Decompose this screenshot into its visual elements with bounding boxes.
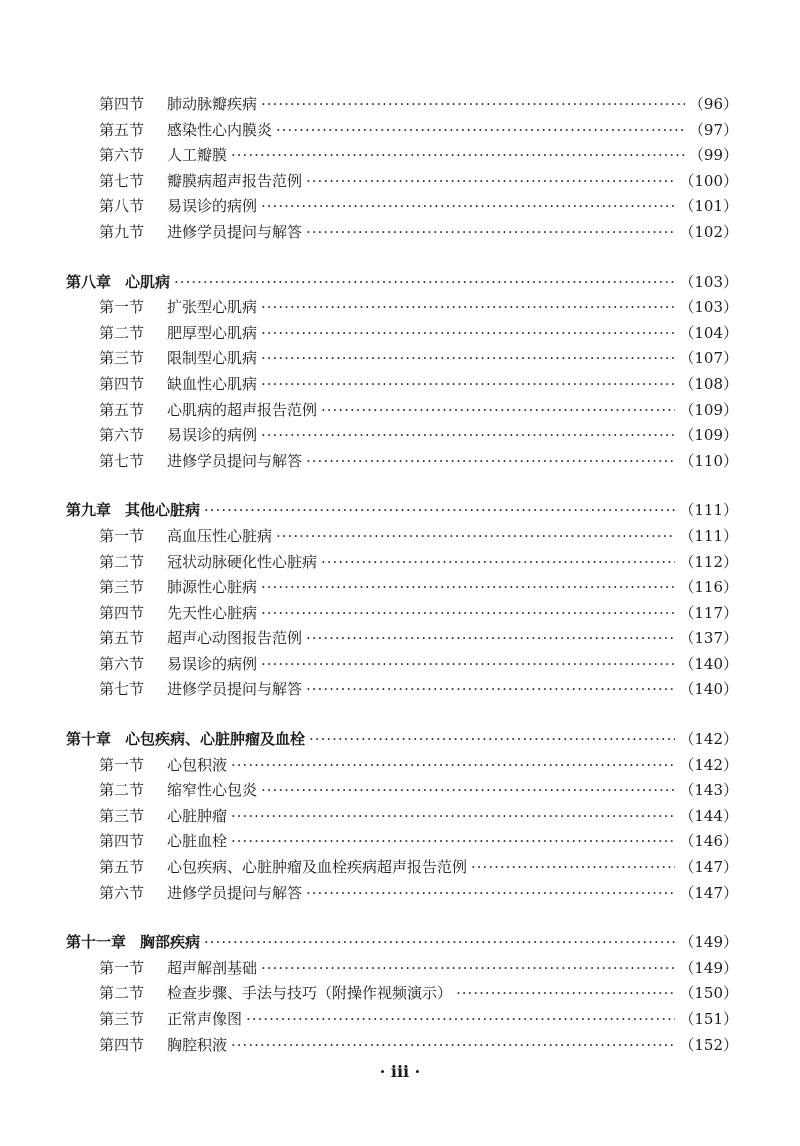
- dot-leader: [261, 92, 685, 118]
- toc-section: [66, 601, 738, 627]
- toc-entry-label: [99, 398, 317, 424]
- toc-section: [66, 372, 738, 398]
- dot-leader: [306, 626, 675, 652]
- dot-leader: [231, 1033, 675, 1059]
- toc-entry-label: [99, 346, 257, 372]
- chapter-number: 第十一章: [66, 933, 127, 952]
- toc-entry-label: [99, 1033, 227, 1059]
- dot-leader: [174, 270, 675, 296]
- section-title: 高血压性心脏病: [167, 526, 273, 545]
- section-title: 瓣膜病超声报告范例: [167, 171, 303, 190]
- toc-entry-label: [99, 829, 227, 855]
- toc-section: [66, 652, 738, 678]
- page-reference: （111）: [679, 526, 738, 545]
- section-title: 易误诊的病例: [167, 197, 258, 216]
- toc-entry-label: [99, 881, 302, 907]
- table-of-contents: [66, 92, 738, 1058]
- section-number: 第四节: [99, 1035, 145, 1054]
- section-number: 第二节: [99, 781, 145, 800]
- dot-leader: [261, 321, 675, 347]
- toc-section: [66, 981, 738, 1007]
- section-number: 第六节: [99, 146, 145, 165]
- toc-entry-label: [66, 930, 200, 956]
- dot-leader: [261, 575, 675, 601]
- section-number: 第四节: [99, 374, 145, 393]
- section-number: 第七节: [99, 171, 145, 190]
- toc-entry-label: [99, 855, 467, 881]
- toc-section: [66, 804, 738, 830]
- toc-section: [66, 118, 738, 144]
- toc-section: [66, 194, 738, 220]
- page-reference: （140）: [679, 654, 738, 673]
- toc-section: [66, 626, 738, 652]
- toc-entry-label: [99, 372, 257, 398]
- page-reference: （151）: [679, 1010, 738, 1028]
- toc-entry-label: [99, 778, 257, 804]
- section-number: 第六节: [99, 883, 145, 902]
- toc-section: [66, 423, 738, 449]
- section-title: 进修学员提问与解答: [167, 680, 303, 699]
- section-title: 肺源性心脏病: [167, 578, 258, 597]
- dot-leader: [261, 956, 675, 982]
- section-number: 第二节: [99, 552, 145, 571]
- toc-entry-label: [99, 524, 272, 550]
- dot-leader: [231, 753, 675, 779]
- section-number: 第一节: [99, 958, 145, 977]
- page-number: · iii ·: [379, 1062, 421, 1081]
- toc-entry-label: [99, 626, 302, 652]
- toc-section: [66, 855, 738, 881]
- section-number: 第九节: [99, 222, 145, 241]
- section-title: 胸腔积液: [167, 1035, 228, 1054]
- dot-leader: [456, 981, 675, 1007]
- toc-section: [66, 1033, 738, 1059]
- dot-leader: [276, 118, 685, 144]
- section-title: 限制型心肌病: [167, 349, 258, 368]
- toc-entry-label: [99, 194, 257, 220]
- page-reference: （143）: [679, 781, 738, 800]
- dot-leader: [231, 804, 675, 830]
- page-reference: （146）: [679, 832, 738, 851]
- page-reference: （149）: [679, 933, 738, 952]
- toc-section: [66, 346, 738, 372]
- toc-entry-label: [99, 956, 257, 982]
- toc-section: [66, 956, 738, 982]
- toc-entry-label: [99, 575, 257, 601]
- toc-section: [66, 449, 738, 475]
- dot-leader: [261, 194, 675, 220]
- page-reference: （104）: [679, 323, 738, 342]
- dot-leader: [261, 601, 675, 627]
- toc-entry-label: [99, 423, 257, 449]
- toc-section: [66, 169, 738, 195]
- section-number: 第七节: [99, 451, 145, 470]
- dot-leader: [306, 220, 675, 246]
- chapter-title: 心肌病: [125, 272, 171, 291]
- dot-leader: [204, 930, 675, 956]
- toc-entry-label: [66, 270, 170, 296]
- section-title: 缺血性心肌病: [167, 374, 258, 393]
- page-reference: （147）: [679, 883, 738, 902]
- toc-section: [66, 1007, 738, 1033]
- chapter-title: 其他心脏病: [125, 501, 201, 520]
- toc-entry-label: [99, 550, 317, 576]
- page-reference: （150）: [679, 984, 738, 1003]
- toc-entry-label: [99, 92, 257, 118]
- page-reference: （101）: [679, 197, 738, 216]
- section-title: 心包疾病、心脏肿瘤及血栓疾病超声报告范例: [167, 858, 468, 877]
- toc-entry-label: [99, 449, 302, 475]
- page-reference: （116）: [679, 578, 738, 597]
- toc-chapter: [66, 930, 738, 956]
- dot-leader: [261, 295, 675, 321]
- section-title: 心包积液: [167, 755, 228, 774]
- section-number: 第四节: [99, 832, 145, 851]
- dot-leader: [309, 727, 675, 753]
- page-reference: （109）: [679, 426, 738, 445]
- page-reference: （108）: [679, 374, 738, 393]
- chapter-number: 第八章: [66, 272, 112, 291]
- section-number: 第三节: [99, 578, 145, 597]
- section-title: 正常声像图: [167, 1010, 243, 1028]
- section-title: 感染性心内膜炎: [167, 120, 273, 139]
- dot-leader: [321, 550, 675, 576]
- section-number: 第三节: [99, 349, 145, 368]
- dot-leader: [261, 346, 675, 372]
- section-title: 易误诊的病例: [167, 426, 258, 445]
- toc-section: [66, 143, 738, 169]
- page-reference: （142）: [679, 730, 738, 749]
- chapter-title: 心包疾病、心脏肿瘤及血栓: [125, 730, 306, 749]
- toc-entry-label: [99, 143, 227, 169]
- toc-entry-label: [66, 498, 200, 524]
- section-title: 进修学员提问与解答: [167, 451, 303, 470]
- section-number: 第六节: [99, 426, 145, 445]
- section-title: 冠状动脉硬化性心脏病: [167, 552, 318, 571]
- page-reference: （112）: [679, 552, 738, 571]
- section-number: 第五节: [99, 629, 145, 648]
- section-title: 进修学员提问与解答: [167, 222, 303, 241]
- toc-section: [66, 753, 738, 779]
- page-reference: （117）: [679, 603, 738, 622]
- dot-leader: [306, 169, 675, 195]
- page-reference: （110）: [679, 451, 738, 470]
- section-title: 扩张型心肌病: [167, 298, 258, 317]
- dot-leader: [261, 423, 675, 449]
- toc-entry-label: [99, 652, 257, 678]
- dot-leader: [276, 524, 675, 550]
- chapter-number: 第九章: [66, 501, 112, 520]
- section-title: 先天性心脏病: [167, 603, 258, 622]
- section-number: 第五节: [99, 120, 145, 139]
- toc-chapter: [66, 498, 738, 524]
- dot-leader: [231, 829, 675, 855]
- section-number: 第三节: [99, 1010, 145, 1028]
- page-reference: （96）: [688, 95, 738, 113]
- section-title: 心脏肿瘤: [167, 806, 228, 825]
- dot-leader: [471, 855, 675, 881]
- section-number: 第五节: [99, 400, 145, 419]
- toc-section: [66, 524, 738, 550]
- toc-section: [66, 778, 738, 804]
- toc-entry-label: [99, 804, 227, 830]
- toc-entry-label: [99, 677, 302, 703]
- chapter-title: 胸部疾病: [140, 933, 201, 952]
- section-title: 检查步骤、手法与技巧（附操作视频演示）: [167, 984, 453, 1003]
- page-reference: （97）: [688, 120, 738, 139]
- section-number: 第一节: [99, 298, 145, 317]
- toc-section: [66, 829, 738, 855]
- section-title: 超声解剖基础: [167, 958, 258, 977]
- toc-section: [66, 575, 738, 601]
- page-reference: （103）: [679, 272, 738, 291]
- section-number: 第二节: [99, 323, 145, 342]
- toc-entry-label: [99, 169, 302, 195]
- dot-leader: [204, 498, 675, 524]
- section-number: 第八节: [99, 197, 145, 216]
- toc-entry-label: [99, 118, 272, 144]
- page-reference: （107）: [679, 349, 738, 368]
- toc-entry-label: [99, 981, 452, 1007]
- dot-leader: [321, 398, 675, 424]
- toc-entry-label: [99, 753, 227, 779]
- toc-entry-label: [99, 601, 257, 627]
- section-number: 第四节: [99, 603, 145, 622]
- section-number: 第六节: [99, 654, 145, 673]
- toc-section: [66, 881, 738, 907]
- dot-leader: [261, 372, 675, 398]
- toc-section: [66, 398, 738, 424]
- dot-leader: [261, 652, 675, 678]
- section-number: 第二节: [99, 984, 145, 1003]
- toc-section: [66, 321, 738, 347]
- page-reference: （142）: [679, 755, 738, 774]
- section-number: 第四节: [99, 95, 145, 113]
- page-reference: （102）: [679, 222, 738, 241]
- toc-section: [66, 220, 738, 246]
- toc-section: [66, 550, 738, 576]
- page-reference: （149）: [679, 958, 738, 977]
- section-title: 心脏血栓: [167, 832, 228, 851]
- toc-entry-label: [99, 1007, 242, 1033]
- toc-section: [66, 92, 738, 118]
- section-title: 易误诊的病例: [167, 654, 258, 673]
- section-number: 第一节: [99, 526, 145, 545]
- page-reference: （109）: [679, 400, 738, 419]
- toc-section: [66, 295, 738, 321]
- section-title: 缩窄性心包炎: [167, 781, 258, 800]
- section-number: 第七节: [99, 680, 145, 699]
- toc-section: [66, 677, 738, 703]
- section-number: 第三节: [99, 806, 145, 825]
- dot-leader: [306, 881, 675, 907]
- page-reference: （152）: [679, 1035, 738, 1054]
- dot-leader: [306, 449, 675, 475]
- page-reference: （111）: [679, 501, 738, 520]
- section-number: 第一节: [99, 755, 145, 774]
- dot-leader: [261, 778, 675, 804]
- page-reference: （144）: [679, 806, 738, 825]
- chapter-number: 第十章: [66, 730, 112, 749]
- section-title: 肥厚型心肌病: [167, 323, 258, 342]
- page-reference: （147）: [679, 858, 738, 877]
- toc-chapter: [66, 270, 738, 296]
- section-title: 心肌病的超声报告范例: [167, 400, 318, 419]
- page-reference: （103）: [679, 298, 738, 317]
- section-title: 肺动脉瓣疾病: [167, 95, 258, 113]
- section-title: 超声心动图报告范例: [167, 629, 303, 648]
- dot-leader: [306, 677, 675, 703]
- page-reference: （140）: [679, 680, 738, 699]
- page-reference: （99）: [688, 146, 738, 165]
- toc-entry-label: [99, 321, 257, 347]
- dot-leader: [231, 143, 685, 169]
- page-reference: （100）: [679, 171, 738, 190]
- toc-entry-label: [99, 295, 257, 321]
- toc-chapter: [66, 727, 738, 753]
- section-title: 进修学员提问与解答: [167, 883, 303, 902]
- toc-entry-label: [66, 727, 305, 753]
- dot-leader: [246, 1007, 675, 1033]
- section-number: 第五节: [99, 858, 145, 877]
- page-reference: （137）: [679, 629, 738, 648]
- toc-entry-label: [99, 220, 302, 246]
- section-title: 人工瓣膜: [167, 146, 228, 165]
